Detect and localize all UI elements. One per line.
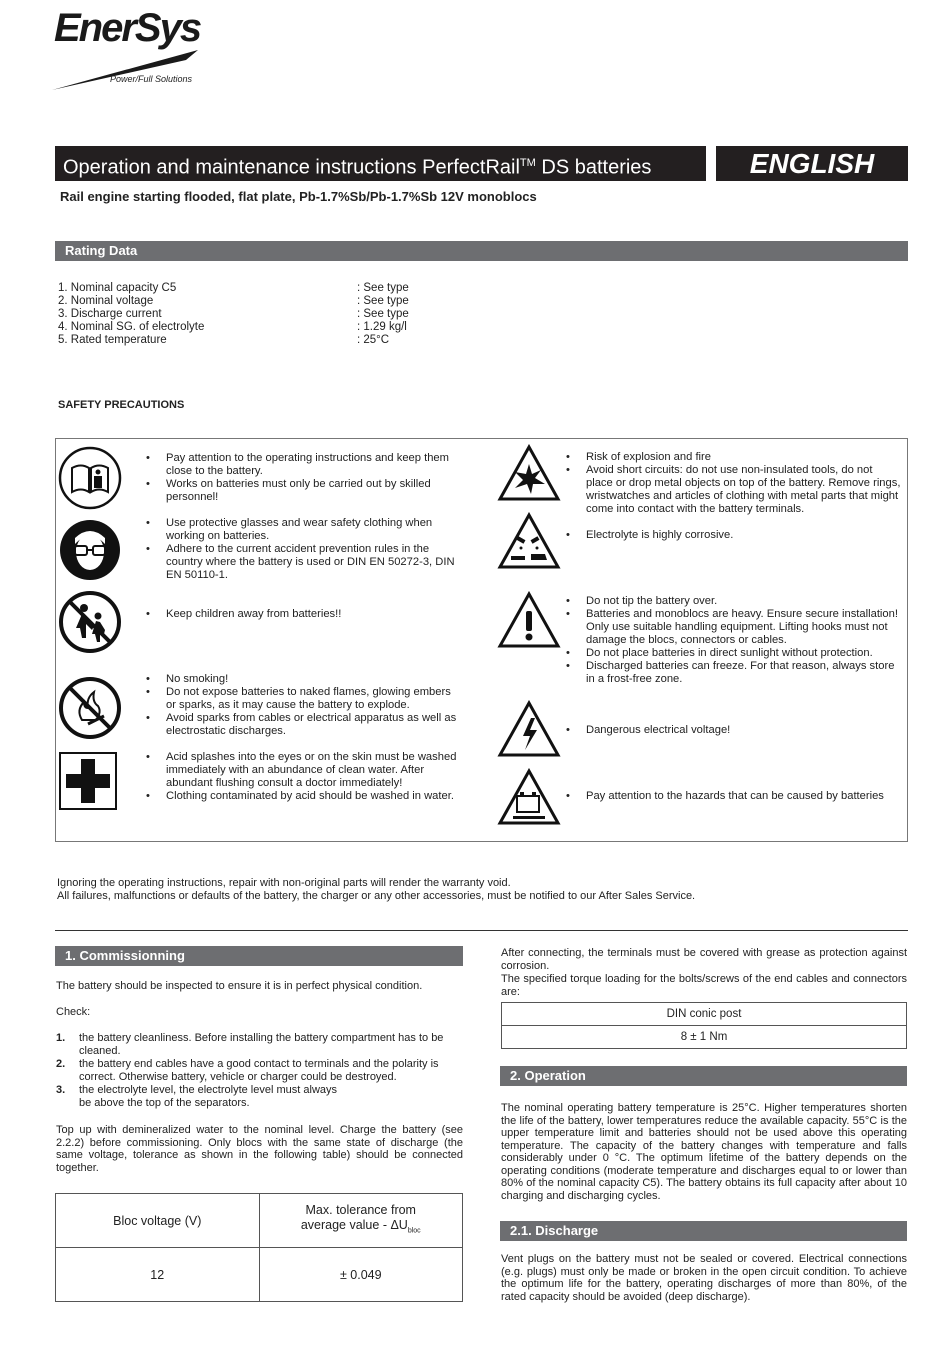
page-title: Operation and maintenance instructions PerfectRail™ DS batteries — [55, 146, 706, 181]
list-item: • Works on batteries must only be carried out by skilled personnel! — [146, 478, 458, 504]
safety-right-group-4 — [566, 724, 901, 737]
list-item: • Discharged batteries can freeze. For that reason, always store in a frost-free zone. — [566, 660, 901, 686]
list-item: 3. the electrolyte level, the electrolyte level must always be above the top of the separators. — [56, 1084, 338, 1109]
general-warning-icon — [497, 591, 561, 649]
list-item: • Use protective glasses and wear safety clothing when working on batteries. — [146, 517, 458, 543]
divider — [55, 930, 908, 931]
safety-left-group-5 — [146, 751, 458, 803]
table-cell: 8 ± 1 Nm — [502, 1026, 907, 1049]
table-header: DIN conic post — [502, 1003, 907, 1026]
rating-list — [58, 282, 409, 347]
corrosive-warning-icon — [497, 512, 561, 570]
no-smoking-flames-icon — [58, 676, 122, 740]
list-item: • Do not tip the battery over. — [566, 595, 901, 608]
safety-right-group-3 — [566, 595, 901, 686]
list-item: • Keep children away from batteries!! — [146, 608, 458, 621]
torque-text: The specified torque loading for the bolts/screws of the end cables and connectors are: — [501, 973, 907, 998]
page-subtitle: Rail engine starting flooded, flat plate, Pb-1.7%Sb/Pb-1.7%Sb 12V monoblocs — [60, 189, 537, 204]
electrical-voltage-icon — [497, 700, 561, 758]
list-item: • Batteries and monoblocs are heavy. Ensure secure installation! Only use suitable handling equipment. Lifting hooks must not damage the blocs, connectors or cables. — [566, 608, 901, 647]
safety-left-group-2 — [146, 517, 458, 582]
list-item: • Risk of explosion and fire — [566, 451, 901, 464]
logo-brand: EnerSys — [54, 6, 201, 50]
explosion-warning-icon — [497, 444, 561, 502]
safety-right-group-2 — [566, 529, 901, 542]
list-item: • Clothing contaminated by acid should be washed in water. — [146, 790, 458, 803]
table-cell: ± 0.049 — [259, 1248, 463, 1302]
first-aid-icon — [58, 751, 118, 811]
no-children-icon — [58, 590, 122, 654]
list-item: • Pay attention to the operating instructions and keep them close to the battery. — [146, 452, 458, 478]
list-item: • Dangerous electrical voltage! — [566, 724, 901, 737]
tolerance-table — [55, 1193, 463, 1302]
logo-tagline: Power/Full Solutions — [110, 74, 193, 84]
list-item: • Electrolyte is highly corrosive. — [566, 529, 901, 542]
commissioning-topup: Top up with demineralized water to the nominal level. Charge the battery (see 2.2.2) before commissioning. Only blocs with the same state of discharge (the same voltage, tolerance as shown in the following table) should be connected together. — [56, 1124, 463, 1174]
table-cell: 12 — [56, 1248, 260, 1302]
table-header: Max. tolerance from average value - $\Delta U_{bloc}$ — [259, 1194, 463, 1248]
list-item: • Pay attention to the hazards that can be caused by batteries — [566, 790, 904, 803]
list-item: • Acid splashes into the eyes or on the skin must be washed immediately with an abundance of clean water. After abundant flushing consult a doctor immediately! — [146, 751, 458, 790]
rating-row: 1. Nominal capacity C5 : See type — [58, 282, 409, 294]
grease-text: After connecting, the terminals must be covered with grease as protection against corrosion. — [501, 947, 907, 972]
rating-row: 3. Discharge current : See type — [58, 308, 409, 320]
warranty-notice: Ignoring the operating instructions, repair with non-original parts will render the warranty void. All failures, malfunctions or defaults of the battery, the charger or any other accessories, must be notified to our After Sales Service. — [57, 877, 696, 902]
safety-left-group-1 — [146, 452, 458, 504]
safety-right-group-1 — [566, 451, 901, 516]
list-item: 1. the battery cleanliness. Before installing the battery compartment has to be cleaned. — [56, 1032, 444, 1057]
list-item: • Do not expose batteries to naked flames, glowing embers or sparks, as it may cause the battery to explode. — [146, 686, 458, 712]
commissioning-checklist — [56, 1032, 463, 1110]
list-item: 2. the battery end cables have a good contact to terminals and the polarity is correct. Otherwise battery, vehicle or charger could be destroyed. — [56, 1058, 439, 1083]
safety-right-group-5 — [566, 790, 904, 803]
safety-left-group-4 — [146, 673, 458, 738]
list-item: • Adhere to the current accident prevention rules in the country where the battery is used or DIN EN 50272-3, DIN EN 50110-1. — [146, 543, 458, 582]
table-header: Bloc voltage (V) — [56, 1194, 260, 1248]
protective-glasses-icon — [58, 518, 122, 582]
operation-text: The nominal operating battery temperature is 25°C. Higher temperatures shorten the life of the battery, lower temperatures reduce the available capacity. 55°C is the upper temperature limit and batteries should not be used above this operating temperature. The capacity of the battery changes with temperature and falls considerably under 0 °C. The optimum lifetime of the battery depends on the operating conditions (moderate temperature and discharges equal to or lower than 80% of the nominal capacity C5). The battery obtains its full capacity after about 10 charging and discharging cycles. — [501, 1102, 907, 1202]
safety-left-group-3 — [146, 608, 458, 621]
battery-hazard-icon — [497, 768, 561, 826]
list-item: • Avoid short circuits: do not use non-insulated tools, do not place or drop metal objects on top of the battery. Remove rings, wristwatches and articles of clothing with metal parts that might come into contact with the battery terminals. — [566, 464, 901, 516]
operation-heading: 2. Operation — [500, 1066, 907, 1086]
list-item: • Avoid sparks from cables or electrical apparatus as well as electrostatic discharges. — [146, 712, 458, 738]
rating-heading: Rating Data — [55, 241, 908, 261]
rating-row: 4. Nominal SG. of electrolyte : 1.29 kg/l — [58, 321, 407, 333]
discharge-text: Vent plugs on the battery must not be sealed or covered. Electrical connections (e.g. plugs) must only be made or broken in the open circuit condition. To achieve the optimum life for the battery, operating discharges of more than 80%, of the rated capacity should be avoided (deep discharge). — [501, 1253, 907, 1303]
list-item: • Do not place batteries in direct sunlight without protection. — [566, 647, 901, 660]
commissioning-check: Check: — [56, 1006, 91, 1018]
commissioning-heading: 1. Commissionning — [55, 946, 463, 966]
torque-table — [501, 1002, 907, 1049]
discharge-heading: 2.1. Discharge — [500, 1221, 907, 1241]
rating-row: 5. Rated temperature : 25°C — [58, 334, 390, 346]
read-instructions-icon — [58, 446, 122, 510]
language-label: ENGLISH — [716, 146, 908, 181]
safety-heading: SAFETY PRECAUTIONS — [58, 399, 185, 411]
rating-row: 2. Nominal voltage : See type — [58, 295, 409, 307]
commissioning-intro: The battery should be inspected to ensure it is in perfect physical condition. — [56, 980, 423, 992]
list-item: • No smoking! — [146, 673, 458, 686]
